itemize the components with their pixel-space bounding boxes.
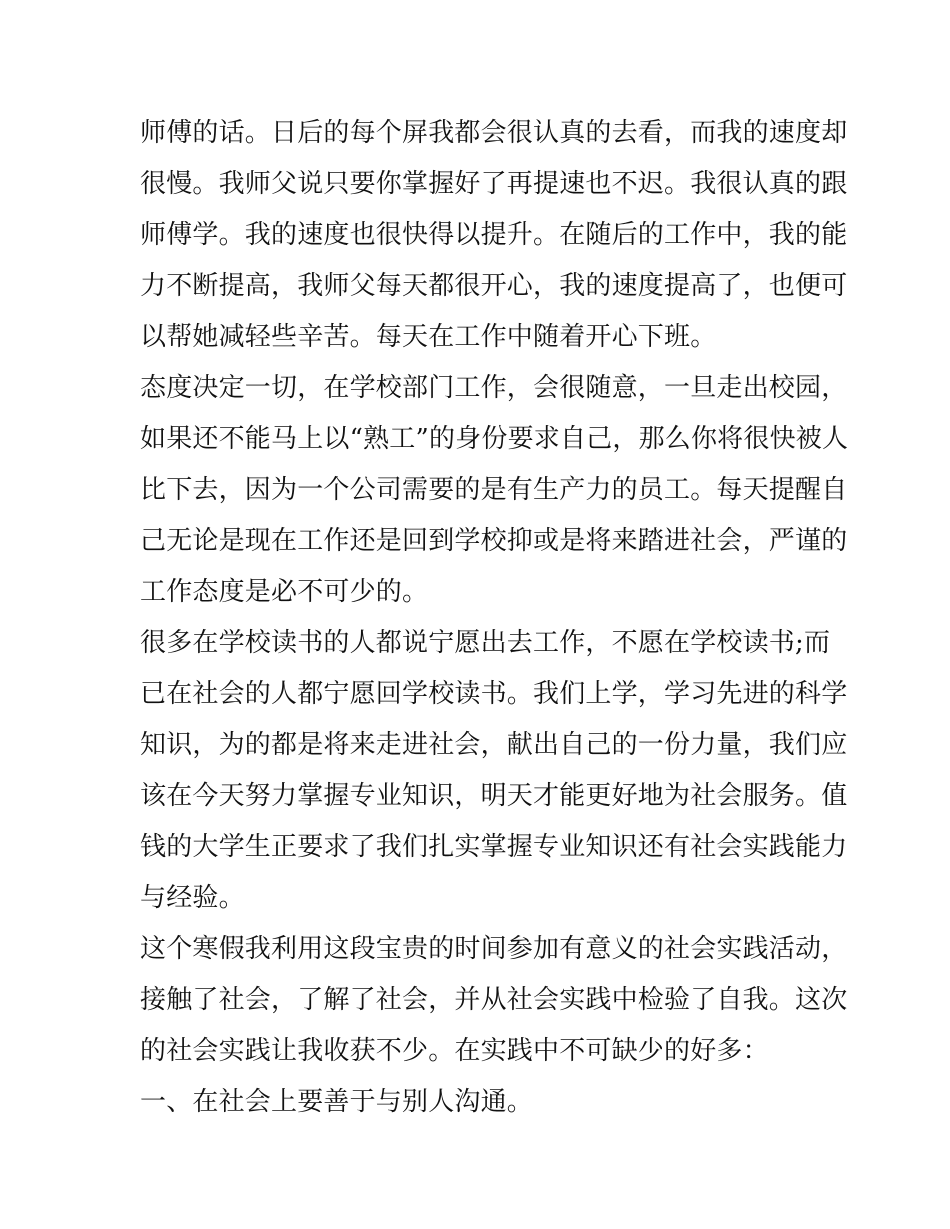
text-line: 钱的大学生正要求了我们扎实掌握专业知识还有社会实践能力: [140, 832, 848, 862]
text-line: 该在今天努力掌握专业知识，明天才能更好地为社会服务。值: [140, 781, 848, 811]
text-line: 已在社会的人都宁愿回学校读书。我们上学，学习先进的科学: [140, 679, 848, 709]
text-line: 工作态度是必不可少的。: [140, 577, 429, 607]
text-line: 己无论是现在工作还是回到学校抑或是将来踏进社会，严谨的: [140, 526, 848, 556]
text-line: 态度决定一切，在学校部门工作，会很随意，一旦走出校园，: [140, 373, 848, 403]
text-line: 知识，为的都是将来走进社会，献出自己的一份力量，我们应: [140, 730, 848, 760]
text-line: 一、在社会上要善于与别人沟通。: [140, 1087, 534, 1117]
text-line: 以帮她减轻些辛苦。每天在工作中随着开心下班。: [140, 322, 717, 352]
text-line: 很慢。我师父说只要你掌握好了再提速也不迟。我很认真的跟: [140, 169, 848, 199]
document-body: [140, 108, 849, 1128]
text-line: 很多在学校读书的人都说宁愿出去工作，不愿在学校读书;而: [140, 628, 831, 658]
text-line: 与经验。: [140, 883, 245, 913]
text-line: 师傅学。我的速度也很快得以提升。在随后的工作中，我的能: [140, 220, 848, 250]
text-line: 力不断提高，我师父每天都很开心，我的速度提高了，也便可: [140, 271, 848, 301]
text-line: 师傅的话。日后的每个屏我都会很认真的去看，而我的速度却: [140, 118, 848, 148]
text-line: 如果还不能马上以“熟工”的身份要求自己，那么你将很快被人: [140, 424, 849, 454]
text-line: 比下去，因为一个公司需要的是有生产力的员工。每天提醒自: [140, 475, 848, 505]
text-line: 接触了社会，了解了社会，并从社会实践中检验了自我。这次: [140, 985, 848, 1015]
text-line: 的社会实践让我收获不少。在实践中不可缺少的好多：: [140, 1036, 769, 1066]
text-line: 这个寒假我利用这段宝贵的时间参加有意义的社会实践活动，: [140, 934, 848, 964]
